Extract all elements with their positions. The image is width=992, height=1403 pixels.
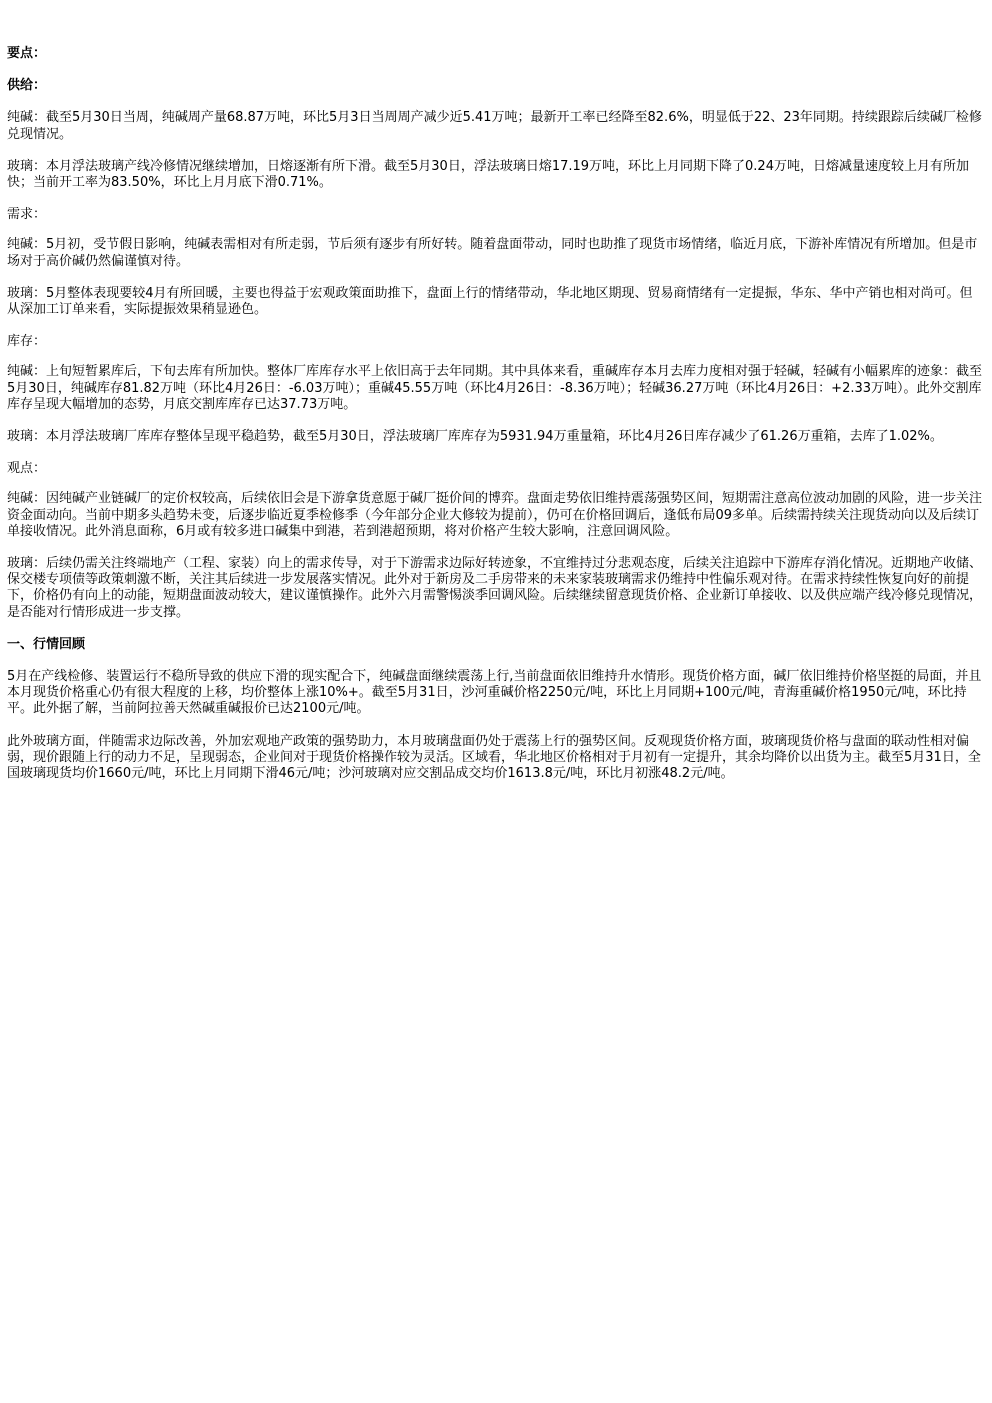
market-review-paragraph-1: 5月在产线检修、装置运行不稳所导致的供应下滑的现实配合下，纯碱盘面继续震荡上行,当前盘面依旧维持升水情形。现货价格方面，碱厂依旧维持价格坚挺的局面，并且本月现货价格重心仍有很大程度的上移，均价整体上涨10%+。截至5月31日，沙河重碱价格2250元/吨，环比上月同期+100元/吨，青海重碱价格1950元/吨，环比持平。此外据了解，当前阿拉善天然碱重碱报价已达2100元/吨。 [7, 669, 982, 717]
document-body [7, 46, 985, 798]
market-review-paragraph-2: 此外玻璃方面，伴随需求边际改善，外加宏观地产政策的强势助力，本月玻璃盘面仍处于震荡上行的强势区间。反观现货价格方面，玻璃现货价格与盘面的联动性相对偏弱，现价跟随上行的动力不足，呈现弱态，企业间对于现货价格操作较为灵活。区域看，华北地区价格相对于月初有一定提升，其余均降价以出货为主。截至5月31日，全国玻璃现货均价1660元/吨，环比上月同期下滑46元/吨；沙河玻璃对应交割品成交均价1613.8元/吨，环比月初涨48.2元/吨。 [7, 733, 981, 782]
market-review-heading: 一、行情回顾 [7, 636, 86, 652]
views-heading: 观点： [7, 461, 47, 477]
views-soda-paragraph: 纯碱：因纯碱产业链碱厂的定价权较高，后续依旧会是下游拿货意愿于碱厂挺价间的博弈。盘面走势依旧维持震荡强势区间，短期需注意高位波动加剧的风险，进一步关注资金面动向。当前中期多头趋势未变，后逐步临近夏季检修季（今年部分企业大修较为提前），仍可在价格回调后，逢低布局09多单。后续需持续关注现货动向以及后续订单接收情况。此外消息面称，6月或有较多进口碱集中到港，若到港超预期，将对价格产生较大影响，注意回调风险。 [7, 491, 983, 539]
demand-soda-paragraph: 纯碱：5月初，受节假日影响，纯碱表需相对有所走弱，节后须有逐步有所好转。随着盘面带动，同时也助推了现货市场情绪，临近月底，下游补库情况有所增加。但是市场对于高价碱仍然偏谨慎对待。 [7, 237, 978, 269]
views-glass-paragraph: 玻璃：后续仍需关注终端地产（工程、家装）向上的需求传导，对于下游需求边际好转迹象，不宜维持过分悲观态度，后续关注追踪中下游库存消化情况。近期地产收储、保交楼专项债等政策刺激不断，关注其后续进一步发展落实情况。此外对于新房及二手房带来的未来家装玻璃需求仍维持中性偏乐观对待。在需求持续性恢复向好的前提下，价格仍有向上的动能，短期盘面波动较大，建议谨慎操作。此外六月需警惕淡季回调风险。后续继续留意现货价格、企业新订单接收、以及供应端产线冷修兑现情况，是否能对行情形成进一步支撑。 [7, 556, 983, 620]
summary-heading: 要点： [7, 46, 47, 61]
inventory-heading: 库存： [7, 334, 47, 350]
demand-heading: 需求： [7, 207, 47, 223]
supply-heading: 供给： [7, 78, 47, 94]
demand-glass-paragraph: 玻璃：5月整体表现要较4月有所回暖，主要也得益于宏观政策面助推下，盘面上行的情绪带动，华北地区期现、贸易商情绪有一定提振，华东、华中产销也相对尚可。但从深加工订单来看，实际提振效果稍显逊色。 [7, 285, 973, 318]
inventory-glass-paragraph: 玻璃：本月浮法玻璃厂库库存整体呈现平稳趋势，截至5月30日，浮法玻璃厂库库存为5931.94万重量箱，环比4月26日库存减少了61.26万重箱，去库了1.02%。 [7, 429, 943, 445]
supply-soda-paragraph: 纯碱：截至5月30日当周，纯碱周产量68.87万吨，环比5月3日当周周产减少近5.41万吨；最新开工率已经降至82.6%，明显低于22、23年同期。持续跟踪后续碱厂检修兑现情况。 [7, 110, 982, 142]
supply-glass-paragraph: 玻璃：本月浮法玻璃产线冷修情况继续增加，日熔逐渐有所下滑。截至5月30日，浮法玻璃日熔17.19万吨，环比上月同期下降了0.24万吨，日熔减量速度较上月有所加快；当前开工率为83.50%，环比上月月底下滑0.71%。 [7, 158, 969, 191]
inventory-soda-paragraph: 纯碱：上旬短暂累库后，下旬去库有所加快。整体厂库库存水平上依旧高于去年同期。其中具体来看，重碱库存本月去库力度相对强于轻碱，轻碱有小幅累库的迹象：截至5月30日，纯碱库存81.82万吨（环比4月26日：-6.03万吨）；重碱45.55万吨（环比4月26日：-8.36万吨）；轻碱36.27万吨（环比4月26日：+2.33万吨）。此外交割库库存呈现大幅增加的态势，月底交割库库存已达37.73万吨。 [7, 364, 983, 412]
